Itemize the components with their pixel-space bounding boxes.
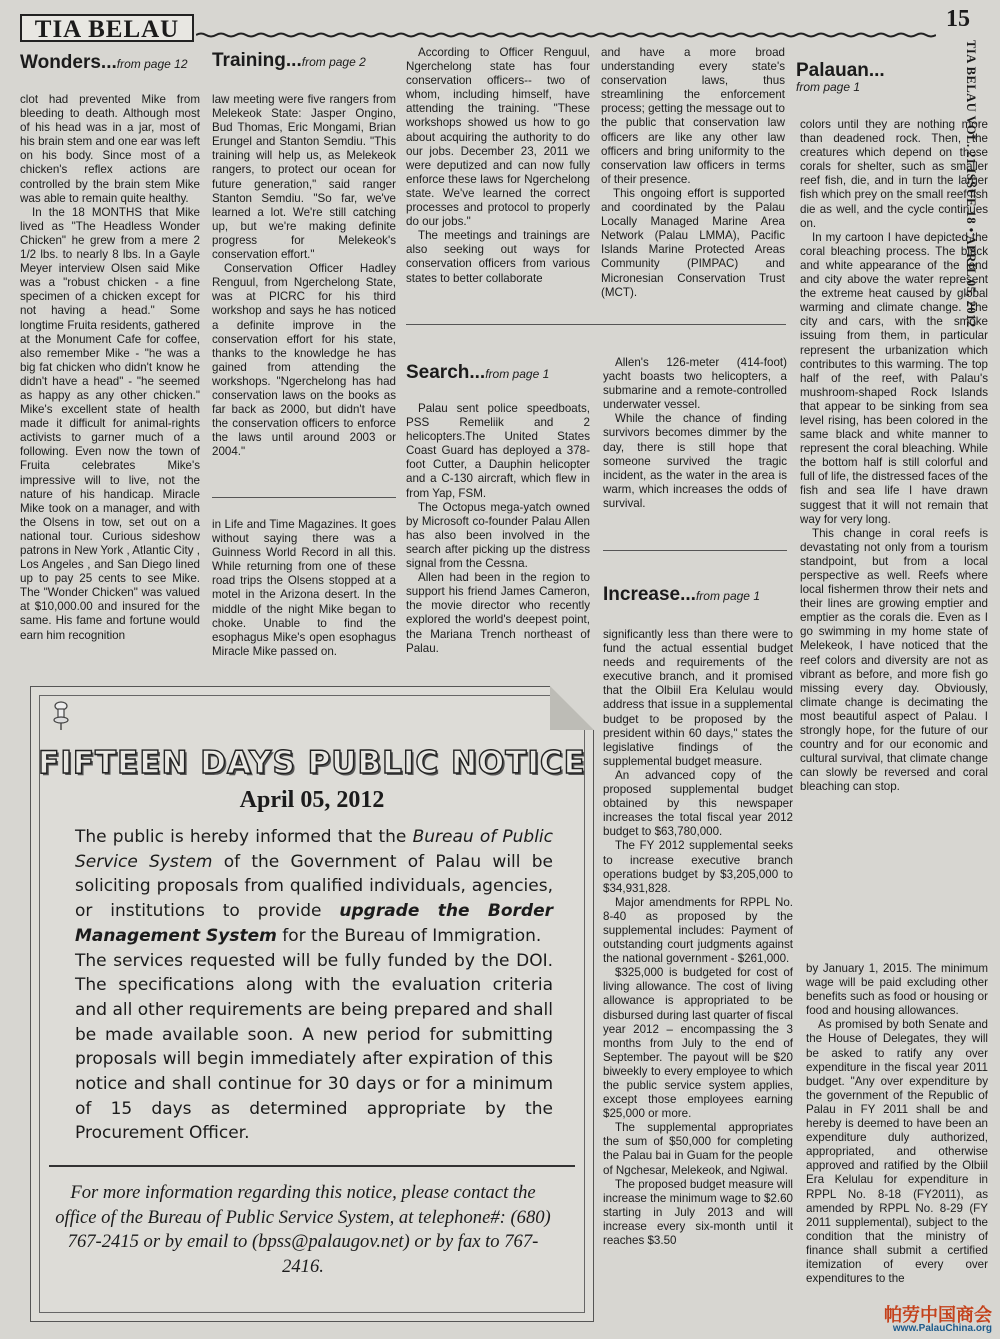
public-notice bbox=[30, 686, 594, 1322]
wonders-from: from page 12 bbox=[116, 57, 188, 71]
wonders-p1: clot had prevented Mike from bleeding to death. Although most of his head was in a jar, most of his brain stem and one ear was left on his body. Since most of a chicken's reflex actions are controlled by the brain stem Mike was able to remain quite healthy. bbox=[20, 93, 200, 205]
search-p2: The Octopus mega-yatch owned by Microsoft co-founder Palau Allen has also been involved in the search after picking up the distress signal from the Cessna. bbox=[406, 500, 590, 571]
watermark-logo bbox=[884, 1305, 992, 1335]
palauan-column bbox=[800, 118, 988, 930]
wonders-cont: in Life and Time Magazines. It goes without saying there was a Guinness World Record in all this. While returning from one of these road trips the Olsens stopped at a motel in the Arizona desert. In the middle of the night Mike began to choke. Unable to find the esophagus Mike's open esophagus Miracle Mike passed on. bbox=[212, 518, 396, 658]
increase-from: from page 1 bbox=[695, 589, 760, 603]
increase-column-1 bbox=[603, 628, 793, 1330]
increase-p1: significantly less than there were to fund the actual essential budget needs and requirements of the executive branch, and it promised that the Olbiil Era Kelulau would address that issue in a supplemental budget to be proposed by the president within 60 days," states the legislative findings of the supplemental budget measure. bbox=[603, 628, 793, 768]
palauan-title: Palauan... bbox=[796, 60, 885, 81]
increase-p8: by January 1, 2015. The minimum wage will be paid excluding other benefits such as food or housing or food and housing allowances. bbox=[806, 962, 988, 1018]
increase-heading bbox=[603, 584, 760, 607]
training-from: from page 2 bbox=[301, 55, 366, 69]
search-p1: Palau sent police speedboats, PSS Remeliik and 2 helicopters.The United States Coast Guard has deployed a 378-foot Cutter, a Dauphin helicopter and a C-130 aircraft, which flew in from Yap, FSM. bbox=[406, 402, 590, 500]
increase-p7: The proposed budget measure will increase the minimum wage to $2.60 starting in July 2013 and will increase every six-month until it reaches $3.50 bbox=[603, 1177, 793, 1248]
notice-text: for the Bureau of Immigration. bbox=[276, 925, 542, 946]
search-heading bbox=[406, 362, 549, 385]
divider bbox=[603, 550, 787, 551]
training-p5: and have a more broad understanding every state's conservation laws, thus streamlining the enforcement process; getting the message out to the public that conservation law officers are like any other law officers and bring uniformity to the conservation law officers in terms of their presence. bbox=[601, 46, 785, 186]
increase-p6: The supplemental appropriates the sum of $50,000 for completing the Palau bai in Guam for the people of Ngchesar, Melekeok, and Ngiwal. bbox=[603, 1121, 793, 1177]
search-from: from page 1 bbox=[485, 367, 550, 381]
wonders-title: Wonders... bbox=[20, 52, 117, 73]
training-p6: This ongoing effort is supported and coordinated by the Palau Locally Managed Marine Area Network (Palau LMMA), Pacific Islands Marine Protected Areas Community (PIMPAC) and Micronesian Conservation Trust (MCT). bbox=[601, 186, 785, 299]
increase-title: Increase... bbox=[603, 584, 696, 605]
increase-p5: $325,000 is budgeted for cost of living allowance. The cost of living allowance is appropriated to be disbursed during last quarter of fiscal year 2012 – encompassing the 3 months from July to the end of September. The payout will be $20 biweekly to every employee to which the public service system applies, except those employees earning $25,000 or more. bbox=[603, 966, 793, 1121]
palauan-from: from page 1 bbox=[796, 80, 861, 94]
notice-separator bbox=[49, 1165, 575, 1167]
notice-bureau: Bureau of Public Service System bbox=[75, 827, 553, 872]
search-column-2 bbox=[603, 356, 787, 526]
search-column-1 bbox=[406, 402, 590, 680]
search-p3: Allen had been in the region to support his friend James Cameron, the movie director who recently explored the world's deepest point, the Mariana Trench northeast of Palau. bbox=[406, 571, 590, 655]
training-column-3 bbox=[601, 46, 785, 306]
page-number: 15 bbox=[946, 6, 970, 32]
increase-p4: Major amendments for RPPL No. 8-40 as proposed by the supplemental includes: Payment of outstanding court judgments against the national government - $261,000. bbox=[603, 895, 793, 966]
page-curl bbox=[550, 686, 594, 730]
search-p5: While the chance of finding survivors becomes dimmer by the day, there is still hope that someone survived the tragic incident, as the water in the area is warm, which increases the odds of survival. bbox=[603, 412, 787, 510]
watermark-chinese: 帕劳中国商会 bbox=[884, 1305, 992, 1325]
search-title: Search... bbox=[406, 362, 486, 383]
notice-paragraph-2: The services requested will be fully funded by the DOI. The specifications along with the evaluation criteria and all other requirements are being prepared and shall be made available soon. A new period for submitting proposals will begin immediately after expiration of this notice and shall continue for 30 days or for a minimum of 15 days as determined appropriate by the Procurement Officer. bbox=[75, 950, 553, 1144]
issue-sidebar: TIA BELAU VOL. 21 ISSUE 18 • APRIL 05, 2012 bbox=[964, 40, 978, 328]
increase-p3: The FY 2012 supplemental seeks to increase executive branch operations budget by $3,205,000 to $34,931,828. bbox=[603, 839, 793, 895]
notice-contact: For more information regarding this notice, please contact the office of the Bureau of Public Service System, at telephone#: (680) 767-2415 or by email to (bpss@palaugov.net) or by fax to 767-2416. bbox=[55, 1182, 551, 1277]
notice-date: April 05, 2012 bbox=[239, 787, 385, 813]
divider bbox=[212, 497, 396, 498]
notice-body bbox=[75, 825, 553, 1146]
training-p1: law meeting were five rangers from Melekeok State: Jasper Ongino, Bud Thomas, Eric Mongami, Brian Erungel and Stanton Semdiu. "This training will help us, as Melekeok rangers, to protect our ocean for future generation," said ranger Stanton Semdiu. "So far, we've learned a lot. We're still catching up, but we're making definite progress for Melekeok's conservation effort." bbox=[212, 93, 396, 262]
watermark-url: www.PalauChina.org bbox=[892, 1323, 992, 1334]
increase-column-2 bbox=[806, 962, 988, 1322]
wonders-heading bbox=[20, 52, 188, 75]
training-p2: Conservation Officer Hadley Renguul, from Ngerchelong State, was at PICRC for his third workshop and says he has noticed a definite improve in the conservation effort for his state, thanks to the knowledge he has gained from attending the workshops. "Ngerchelong has had conservation laws on the books as far back as 2000, but didn't have the conservation officers to enforce the laws until around 2003 or 2004." bbox=[212, 262, 396, 459]
notice-text: The public is hereby informed that the bbox=[75, 827, 413, 847]
notice-title: FIFTEEN DAYS PUBLIC NOTICE bbox=[38, 745, 586, 781]
increase-p9: As promised by both Senate and the House of Delegates, they will be asked to ratify any over expenditure in the fiscal year 2011 budget. "Any over expenditure by the government of the Republic of Palau in FY 2011 shall be and hereby is deemed to have been an expenditure duly authorized, appropriated, and otherwise approved and ratified by the Olbiil Era Kelulau for expenditure in RPPL No. 8-18 (FY2011), as amended by RPPL No. 8-29 (FY 2011 supplemental), subject to the condition that the ministry of finance shall submit a certified itemization of every over expenditures to the bbox=[806, 1018, 988, 1286]
notice-text: of the Government of Palau will be soliciting proposals from qualified individuals, agencies, or institutions to provide bbox=[75, 851, 553, 922]
training-p4: The meetings and trainings are also seeking out ways for conservation officers from various states to better collaborate bbox=[406, 229, 590, 285]
training-heading bbox=[212, 50, 366, 73]
search-p4: Allen's 126-meter (414-foot) yacht boasts two helicopters, a submarine and a remote-controlled underwater vessel. bbox=[603, 356, 787, 412]
palauan-p2: In my cartoon I have depicted the coral bleaching process. The black and white appearance of the land and city above the water represent the extreme heat caused by global warming and climate change. The city and cars, with the smoke issuing from them, in particular represent the urbanization which contributes to this warming. The top half of the reef, with Palau's mushroom-shaped Rock Islands that appear to be sinking from sea level rising, has been colored in the same black and white manner to represent the coral bleaching. While the bottom half is still colorful and full of life, the distressed faces of the fish and sea life I have drawn suggest that it will not remain that way for very long. bbox=[800, 230, 988, 526]
wonders-column bbox=[20, 93, 200, 681]
training-p3: According to Officer Renguul, Ngerchelong state has four conservation officers-- two of whom, including himself, have attending the training. "These workshops showed us how to go about acquiring the authority to do our jobs. December 23, 2011 we were deputized and can now fully enforce these laws for Ngerchelong state. We've learned the correct processes and protocol to properly do our jobs." bbox=[406, 46, 590, 229]
palauan-p1: colors until they are nothing more than deadened rock. Then, the creatures which depend on these corals for shelter, such as smaller reef fish, die, and in turn the larger fish which prey on the small reef fish die as well, and the cycle continues on. bbox=[800, 118, 988, 230]
training-title: Training... bbox=[212, 50, 302, 71]
training-column-1 bbox=[212, 93, 396, 481]
masthead-rule bbox=[196, 32, 936, 38]
palauan-heading bbox=[796, 60, 885, 82]
notice-paragraph-1 bbox=[75, 825, 553, 949]
increase-p2: An advanced copy of the proposed supplemental budget obtained by this newspaper increases the total fiscal year 2012 budget to $63,780,000. bbox=[603, 768, 793, 839]
notice-project: upgrade the Border Management System bbox=[75, 901, 553, 946]
training-column-2 bbox=[406, 46, 590, 306]
palauan-p3: This change in coral reefs is devastating not only from a tourism standpoint, but from a local perspective as well. Reefs where local fishermen throw their nets and their lines are growing emptier and emptier as the corals die. Even as I go swimming in my home state of Melekeok, I have noticed that the reef colors and diversity are not as vibrant as before, and more fish go missing every day. Obviously, climate change is decimating the most beautiful aspect of Palau. I strongly hope, for the future of our country and for our economic and cultural survival, that climate change can slowly be reversed and coral bleaching can stop. bbox=[800, 526, 988, 794]
pushpin-icon bbox=[53, 701, 69, 731]
wonders-p2: In the 18 MONTHS that Mike lived as "The Headless Wonder Chicken" he grew from a mere 2 1/2 lbs. to nearly 8 lbs. In a Gayle Meyer interview Olsen said Mike was a "robust chicken - a fine specimen of a chicken except for not having a head." Some longtime Fruita residents, gathered at the Monument Cafe for coffee, also remember Mike - "he was a big fat chicken who didn't know he didn't have a head" - "he seemed as happy as any other chicken." Mike's excellent state of health made it difficult for animal-rights activists to garner much of a following. Even now the town of Fruita celebrates Mike's impressive will to live, not the nature of his handicap. Miracle Mike took on a manager, and with the Olsens in tow, set out on a national tour. Curious sideshow patrons in New York , Atlantic City , Los Angeles , and San Diego lined up to pay 25 cents to see Mike. The "Wonder Chicken" was valued at $10,000.00 and insured for the same. His fame and fortune would earn him recognition bbox=[20, 205, 200, 642]
divider bbox=[406, 324, 786, 325]
wonders-continued bbox=[212, 518, 396, 680]
masthead: TIA BELAU bbox=[20, 14, 194, 42]
